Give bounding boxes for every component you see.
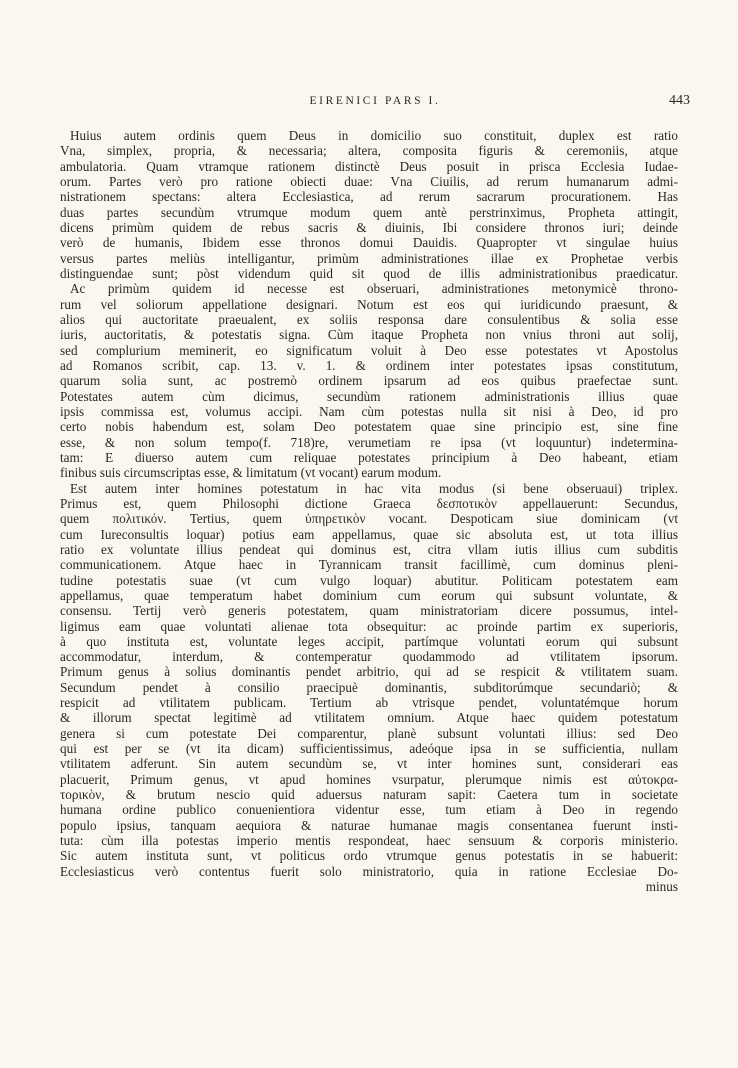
text-line: communicationem. Atque haec in Tyrannicam transit facillimè, cum dominus pleni- <box>60 557 678 573</box>
text-line: quem πολιτικόν. Tertius, quem ὑπηρετικὸν vocant. Despoticam siue dominicam (vt <box>60 511 678 527</box>
text-line: duas partes secundùm vtrumque modum quem antè perstrinximus, Propheta attingit, <box>60 204 678 220</box>
text-line: sed complurium meminerit, eo significatum voluit à Deo esse potestates vt Apostolus <box>60 342 678 358</box>
page-number: 443 <box>669 93 690 108</box>
text-line: dicens primùm quidem de rebus sacris & diuinis, Ibi considere thronos iuri; deinde <box>60 219 678 235</box>
text-line: esse, & non solum tempo(f. 718)re, verumetiam re ipsa (vt loquuntur) indetermina- <box>60 434 678 450</box>
text-line: cum Iureconsultis loquar) potius eam appellamus, quae sic absoluta est, ut tota illius <box>60 526 678 542</box>
text-line: ad Romanos scribit, cap. 13. v. 1. & ordinem inter potestates ipsas constitutum, <box>60 357 678 373</box>
text-line: genera si cum potestate Dei comparentur, planè subsunt voluntati illius: sed Deo <box>60 725 678 741</box>
text-line: distinguendae sunt; pòst videndum quid sit quod de illis administrationibus praedicatur. <box>60 265 678 281</box>
text-line: alios qui auctoritate praeualent, ex soliis responsa dare consulentibus & solia esse <box>60 311 678 327</box>
text-line: qui est per se (vt ita dicam) sufficientissimus, adeóque ipsa in se sufficientia, nullam <box>60 741 678 757</box>
text-line: tudine potestatis suae (vt cum vulgo loquar) abutitur. Politicam potestatem eam <box>60 572 678 588</box>
text-line: Ac primùm quidem id necesse est obseruari, administrationes metonymicè throno- <box>70 281 678 297</box>
text-line: tuta: cùm illa potestas imperio mentis respondeat, haec sensuum & corporis ministerio. <box>60 833 678 849</box>
text-line: tam: E diuerso autem cum reliquae potestates principium à Deo habeant, etiam <box>60 449 678 465</box>
text-line: Ecclesiasticus verò contentus fuerit solo ministratorio, quia in ratione Ecclesiae Do- <box>60 863 678 879</box>
text-line: Secundum pendet à consilio praecipuè dominantis, subditorúmque secundariò; & <box>60 679 678 695</box>
text-line: vtilitatem adferunt. Sin autem secundùm se, vt inter homines sunt, considerari eas <box>60 756 678 772</box>
text-line: τορικὸν, & brutum nescio quid aduersus naturam sapit: Caetera tum in societate <box>60 787 678 803</box>
text-line: Sic autem instituta sunt, vt politicus ordo vtrumque genus potestatis in se habuerit: <box>60 848 678 864</box>
text-line: Primum genus à solius dominantis pendet arbitrio, qui ad se respicit & vtilitatem suam. <box>60 664 678 680</box>
text-line: minus <box>645 879 678 895</box>
text-line: Est autem inter homines potestatum in hac vita modus (si bene obseruaui) triplex. <box>70 480 678 496</box>
text-line: certo nobis habendum est, solam Deo potestatem quae sine principio est, sine fine <box>60 419 678 435</box>
text-line: finibus suis circumscriptas esse, & limitatum (vt vocant) earum modum. <box>60 465 442 481</box>
text-line: à quo instituta est, voluntate leges accipit, partímque voluntati eorum qui subsunt <box>60 633 678 649</box>
text-line: ratio ex voluntate illius pendeat qui dominus est, citra vllam iutis illius cum subditis <box>60 541 678 557</box>
text-line: ligimus eam quae voluntati alienae tota obsequitur: ac proinde partim ex superioris, <box>60 618 678 634</box>
text-line: respicit ad vtilitatem publicam. Tertium ab vtrisque pendet, voluntatémque horum <box>60 695 678 711</box>
text-line: Potestates autem cùm dicimus, secundùm rationem administrationis illius quae <box>60 388 678 404</box>
text-line: & illorum spectat legitimè ad vtilitatem omnium. Atque haec quidem potestatum <box>60 710 678 726</box>
text-line: populo ipsius, tanquam aequiora & naturae humanae magis consentanea fuerunt insti- <box>60 817 678 833</box>
text-line: Primus est, quem Philosophi dictione Graeca δεσποτικὸν appellauerunt: Secundus, <box>60 495 678 511</box>
text-line: Huius autem ordinis quem Deus in domicilio suo constituit, duplex est ratio <box>70 128 678 143</box>
running-header <box>60 91 690 111</box>
text-line: appellamus, quae temperatum habet dominium cum eorum qui subsunt voluntate, & <box>60 587 678 603</box>
body-text <box>60 128 678 894</box>
text-line: quarum solia sunt, ac postremò ordinem ipsarum ad eos quibus praefectae sunt. <box>60 373 678 389</box>
text-line: placuerit, Primum genus, vt apud homines vsurpatur, plerumque nimis est αὐτοκρα- <box>60 771 678 787</box>
text-line: ambulatoria. Quam vtramque rationem distinctè Deus posuit in prisca Ecclesia Iudae- <box>60 158 678 174</box>
text-line: nistrationem spectans: altera Ecclesiastica, ad rerum sacrarum procurationem. Has <box>60 189 678 205</box>
running-title: EIRENICI PARS I. <box>309 95 441 107</box>
text-line: rum vel soliorum appellatione designari. Notum est eos qui iuridicundo praesunt, & <box>60 296 678 312</box>
text-line: ipsis commissa est, volumus accipi. Nam cùm potestas nulla sit nisi à Deo, id pro <box>60 403 678 419</box>
text-line: humana ordine publico conuenientiora videntur esse, tum etiam à Deo in regendo <box>60 802 678 818</box>
text-line: accommodatur, interdum, & contemperatur quodammodo ad vtilitatem ipsorum. <box>60 649 678 665</box>
text-line: iuris, auctoritatis, & potestatis signa. Cùm itaque Propheta non vnius throni aut solij, <box>60 327 678 343</box>
text-line: orum. Partes verò pro ratione obiecti duae: Vna Ciuilis, ad rerum humanarum admi- <box>60 173 678 189</box>
text-line: verò de humanis, Ibidem esse thronos domui Dauidis. Quapropter vt singulae huius <box>60 235 678 251</box>
text-line: consensu. Tertij verò generis potestatem, quam ministratoriam dicere possumus, intel- <box>60 603 678 619</box>
text-line: Vna, simplex, propria, & necessaria; altera, composita figuris & ceremoniis, atque <box>60 143 678 159</box>
text-line: versus partes meliùs intelligantur, primùm administrationes illae ex Prophetae verbis <box>60 250 678 266</box>
